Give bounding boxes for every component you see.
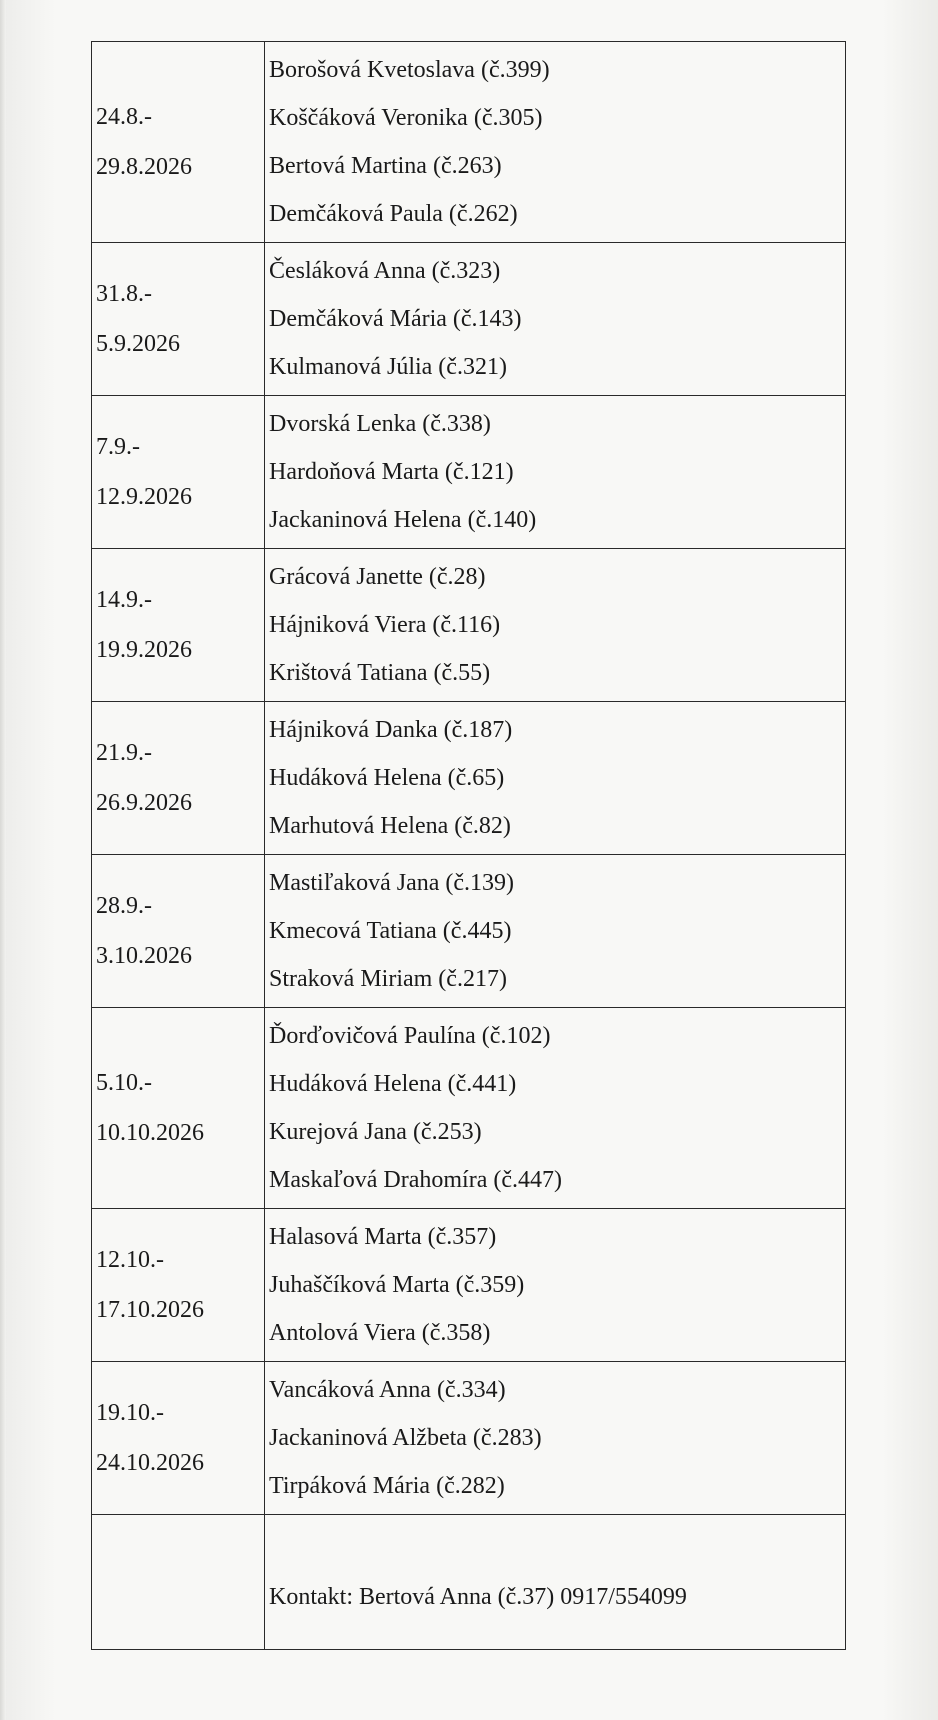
person-name: Halasová Marta (č.357) xyxy=(269,1224,497,1250)
person-name: Kurejová Jana (č.253) xyxy=(269,1119,482,1145)
table-row xyxy=(92,702,846,855)
paper-edge-shadow xyxy=(0,0,6,1720)
table-row xyxy=(92,396,846,549)
table-row xyxy=(92,1362,846,1515)
date-from: 24.8.- xyxy=(96,104,152,130)
person-name: Hájniková Viera (č.116) xyxy=(269,612,501,638)
names-cell xyxy=(265,243,846,396)
person-name: Demčáková Paula (č.262) xyxy=(269,201,518,227)
date-from: 5.10.- xyxy=(96,1070,152,1096)
table-row xyxy=(92,1209,846,1362)
names-cell xyxy=(265,42,846,243)
person-name: Hudáková Helena (č.441) xyxy=(269,1071,517,1097)
names-cell xyxy=(265,855,846,1008)
date-to: 26.9.2026 xyxy=(96,790,192,816)
contact-row xyxy=(92,1515,846,1650)
date-cell xyxy=(92,1362,265,1515)
date-cell xyxy=(92,42,265,243)
date-cell xyxy=(92,243,265,396)
table-row xyxy=(92,243,846,396)
person-name: Dvorská Lenka (č.338) xyxy=(269,411,491,437)
schedule-table xyxy=(91,41,846,1650)
date-to: 10.10.2026 xyxy=(96,1120,204,1146)
date-from: 7.9.- xyxy=(96,434,140,460)
date-to: 29.8.2026 xyxy=(96,154,192,180)
date-to: 19.9.2026 xyxy=(96,637,192,663)
person-name: Krištová Tatiana (č.55) xyxy=(269,660,491,686)
date-from: 14.9.- xyxy=(96,587,152,613)
person-name: Borošová Kvetoslava (č.399) xyxy=(269,57,550,83)
person-name: Hájniková Danka (č.187) xyxy=(269,717,513,743)
names-cell xyxy=(265,702,846,855)
names-cell xyxy=(265,549,846,702)
date-cell xyxy=(92,702,265,855)
person-name: Marhutová Helena (č.82) xyxy=(269,813,511,839)
date-cell xyxy=(92,549,265,702)
person-name: Maskaľová Drahomíra (č.447) xyxy=(269,1167,562,1193)
table-row xyxy=(92,855,846,1008)
person-name: Kmecová Tatiana (č.445) xyxy=(269,918,512,944)
date-cell xyxy=(92,396,265,549)
table-row xyxy=(92,42,846,243)
person-name: Straková Miriam (č.217) xyxy=(269,966,507,992)
person-name: Ďorďovičová Paulína (č.102) xyxy=(269,1023,551,1049)
date-from: 21.9.- xyxy=(96,740,152,766)
person-name: Jackaninová Helena (č.140) xyxy=(269,507,537,533)
date-to: 12.9.2026 xyxy=(96,484,192,510)
date-cell xyxy=(92,1209,265,1362)
date-from: 12.10.- xyxy=(96,1247,164,1273)
names-cell xyxy=(265,396,846,549)
date-to: 24.10.2026 xyxy=(96,1450,204,1476)
person-name: Hardoňová Marta (č.121) xyxy=(269,459,514,485)
date-to: 17.10.2026 xyxy=(96,1297,204,1323)
date-from: 28.9.- xyxy=(96,893,152,919)
person-name: Kulmanová Júlia (č.321) xyxy=(269,354,507,380)
person-name: Demčáková Mária (č.143) xyxy=(269,306,522,332)
person-name: Mastiľaková Jana (č.139) xyxy=(269,870,515,896)
date-to: 5.9.2026 xyxy=(96,331,180,357)
names-cell xyxy=(265,1362,846,1515)
date-cell xyxy=(92,855,265,1008)
contact-cell xyxy=(265,1515,846,1650)
date-to: 3.10.2026 xyxy=(96,943,192,969)
names-cell xyxy=(265,1209,846,1362)
empty-cell xyxy=(92,1515,265,1650)
date-cell xyxy=(92,1008,265,1209)
table-row xyxy=(92,1008,846,1209)
date-from: 31.8.- xyxy=(96,281,152,307)
person-name: Jackaninová Alžbeta (č.283) xyxy=(269,1425,542,1451)
person-name: Koščáková Veronika (č.305) xyxy=(269,105,543,131)
person-name: Vancáková Anna (č.334) xyxy=(269,1377,506,1403)
names-cell xyxy=(265,1008,846,1209)
person-name: Juhaščíková Marta (č.359) xyxy=(269,1272,525,1298)
date-from: 19.10.- xyxy=(96,1400,164,1426)
contact-text: Kontakt: Bertová Anna (č.37) 0917/554099 xyxy=(269,1584,687,1610)
person-name: Česláková Anna (č.323) xyxy=(269,258,501,284)
person-name: Hudáková Helena (č.65) xyxy=(269,765,505,791)
person-name: Bertová Martina (č.263) xyxy=(269,153,502,179)
person-name: Antolová Viera (č.358) xyxy=(269,1320,491,1346)
table-row xyxy=(92,549,846,702)
person-name: Tirpáková Mária (č.282) xyxy=(269,1473,505,1499)
person-name: Grácová Janette (č.28) xyxy=(269,564,486,590)
